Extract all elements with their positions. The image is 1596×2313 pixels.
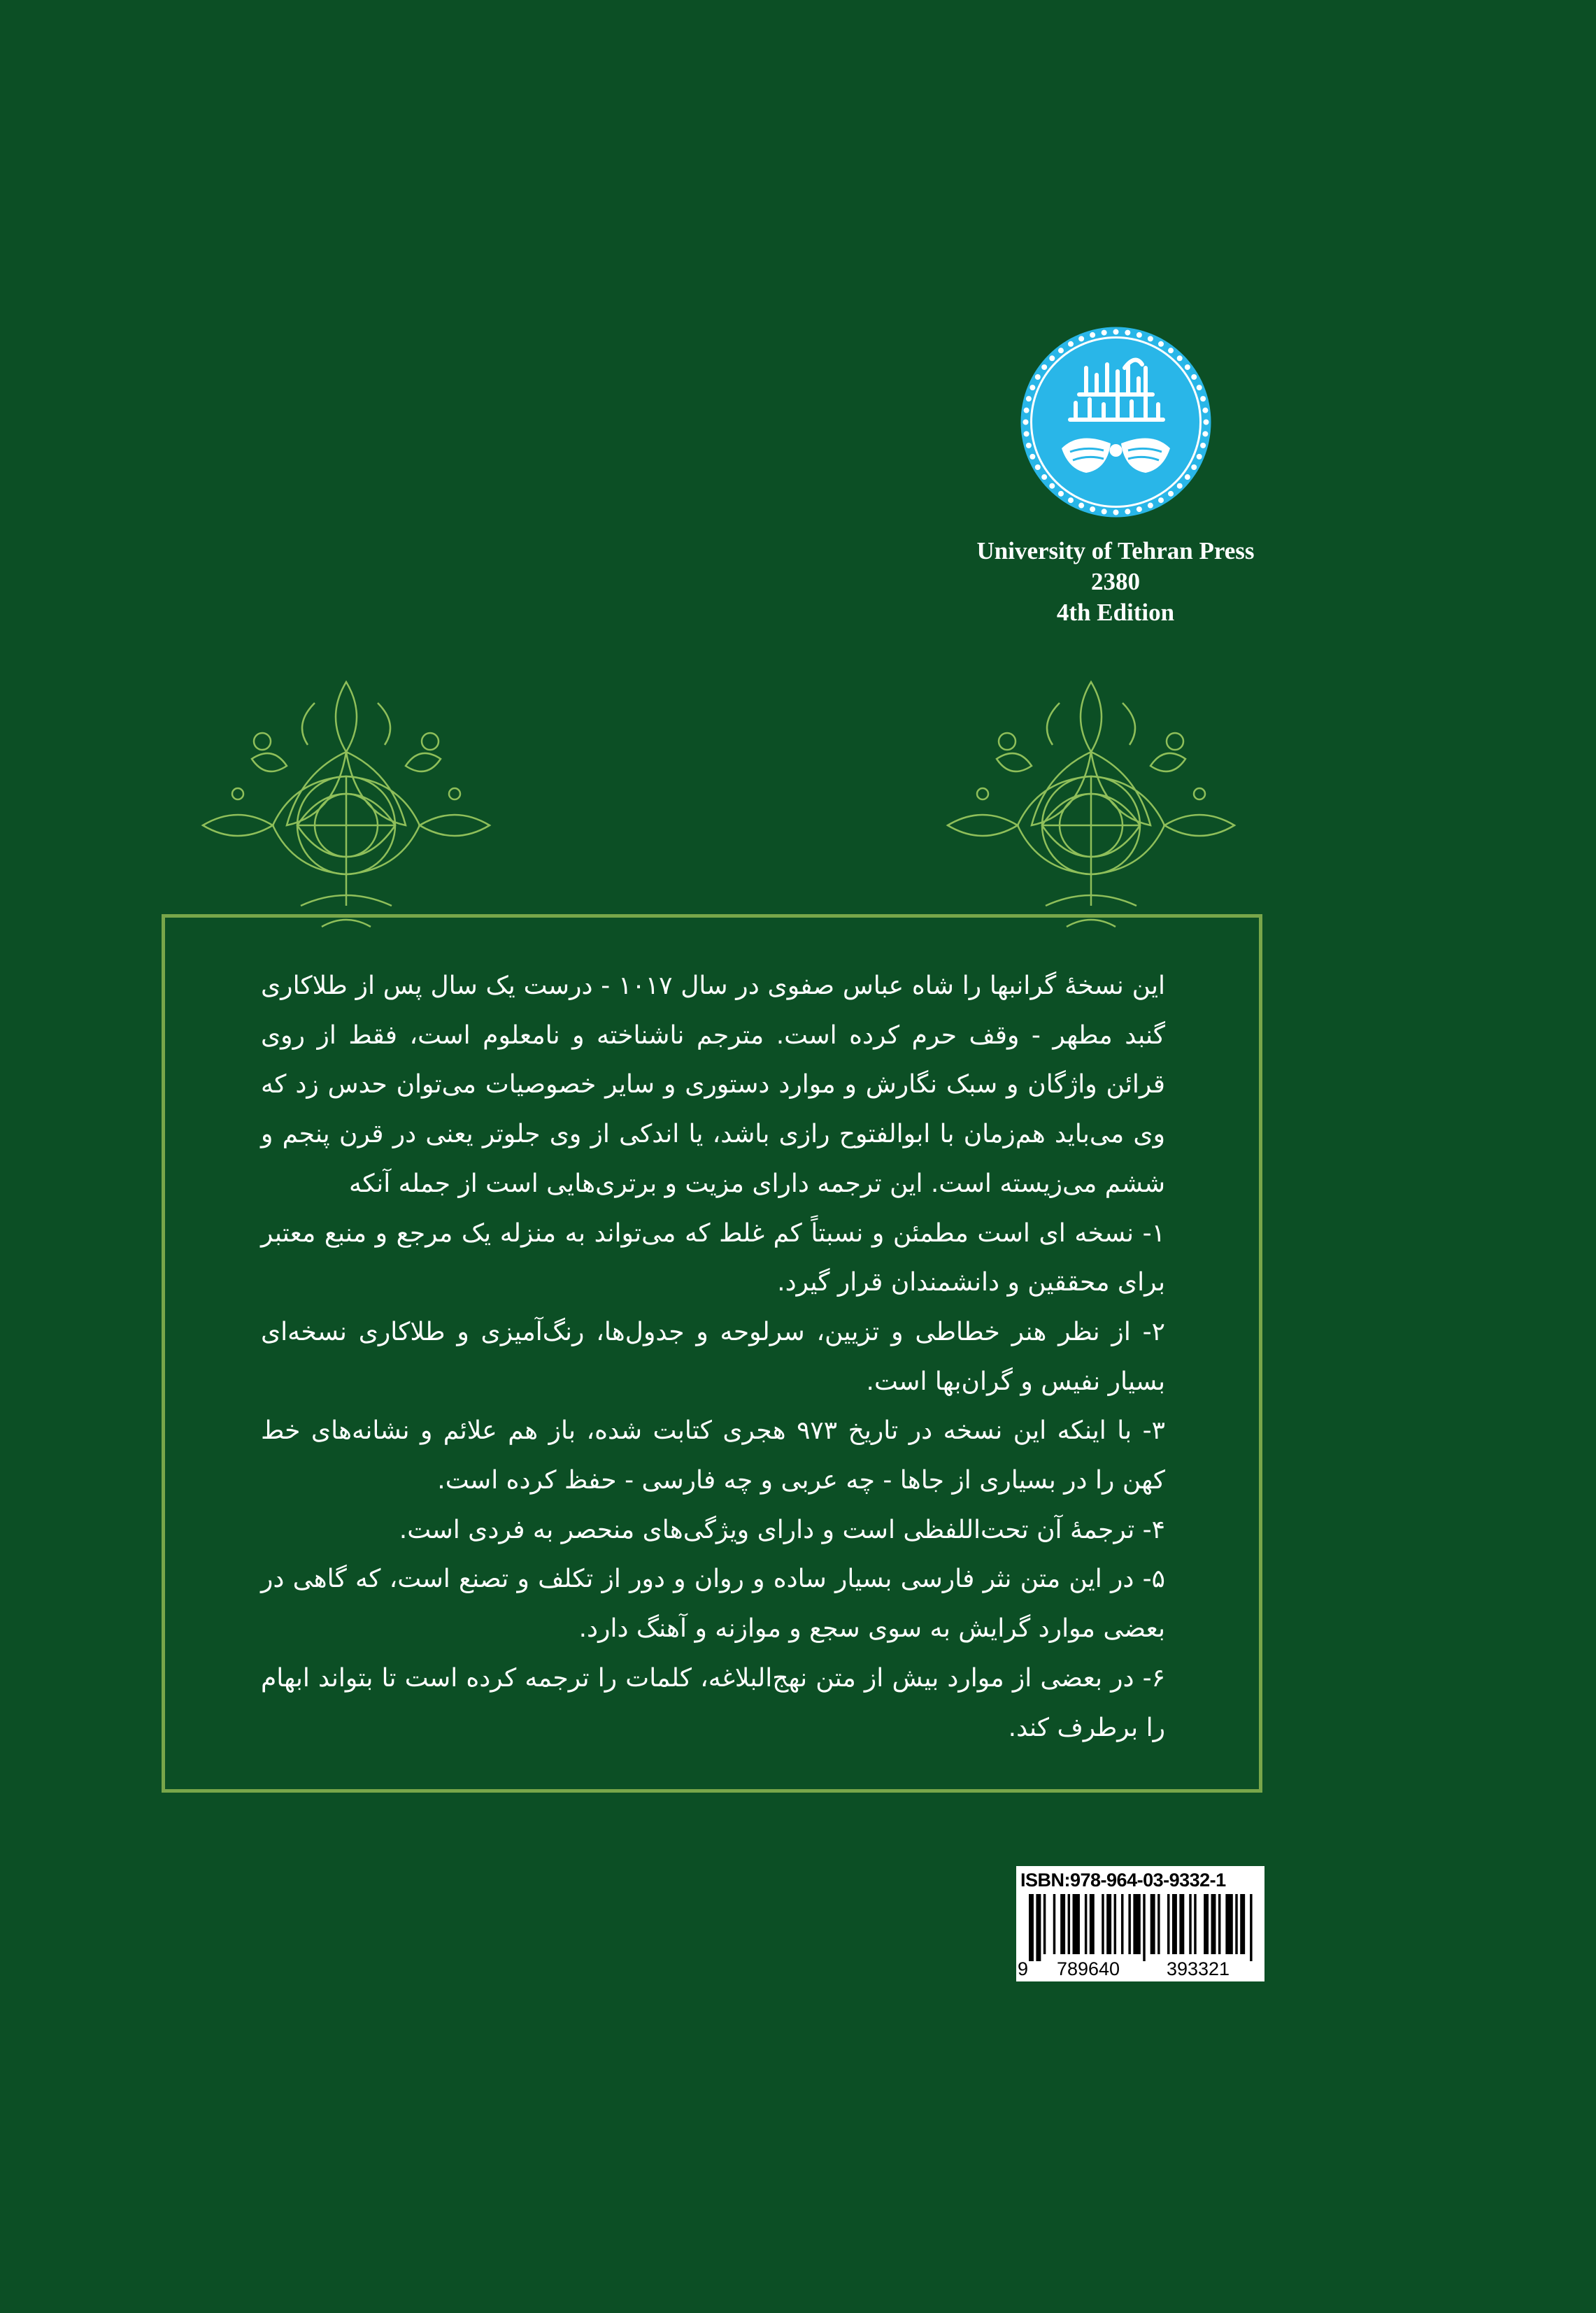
point-1: ۱- نسخه ای است مطمئن و نسبتاً کم غلط که می‌تواند به منزله یک مرجع و منبع معتبر برای محققین و دانشمندان قرار گیرد. — [261, 1218, 1165, 1297]
point-6: ۶- در بعضی از موارد بیش از متن نهج‌البلاغه، کلمات را ترجمه کرده است تا بتواند ابهام را برطرف کند. — [261, 1663, 1165, 1742]
barcode-icon — [1029, 1894, 1260, 1961]
publisher-name: University of Tehran Press — [976, 537, 1255, 564]
barcode-bars — [1029, 1894, 1260, 1961]
barcode-digit-group-1: 789640 — [1056, 1958, 1120, 1979]
barcode-digit-group-2: 393321 — [1166, 1958, 1230, 1979]
isbn-barcode — [1016, 1866, 1264, 1981]
intro-paragraph: این نسخهٔ گرانبها را شاه عباس صفوی در سال ۱۰۱۷ - درست یک سال پس از طلاکاری گنبد مطهر - وقف حرم کرده است. مترجم ناشناخته و نامعلوم است، فقط از روی قرائن واژگان و سبک نگارش و موارد دستوری و سایر خصوصیات می‌توان حدس زد که وی می‌باید هم‌زمان با ابوالفتوح رازی باشد، یا اندکی از وی جلوتر یعنی در قرن پنجم و ششم می‌زیسته است. این ترجمه دارای مزیت و برتری‌هایی است از جمله آنکه — [261, 972, 1165, 1198]
university-logo — [1020, 326, 1212, 518]
point-3: ۳- با اینکه این نسخه در تاریخ ۹۷۳ هجری کتابت شده، باز هم علائم و نشانه‌های خط کهن را در بسیاری از جاها - چه عربی و چه فارسی - حفظ کرده است. — [261, 1416, 1166, 1495]
point-5: ۵- در این متن نثر فارسی بسیار ساده و روان و دور از تکلف و تصنع است، که گاهی در بعضی موارد گرایش به سوی سجع و موازنه و آهنگ دارد. — [261, 1565, 1165, 1644]
point-4: ۴- ترجمهٔ آن تحت‌اللفظی است و دارای ویژگی‌های منحصر به فردی است. — [399, 1515, 1165, 1544]
university-of-tehran-seal-icon — [1020, 326, 1212, 518]
isbn-number: ISBN:978-964-03-9332-1 — [1020, 1870, 1226, 1891]
point-2: ۲- از نظر هنر خطاطی و تزیین، سرلوحه و جدول‌ها، رنگ‌آمیزی و طلاکاری نسخه‌ای بسیار نفیس و گران‌بها است. — [261, 1317, 1165, 1396]
publication-number: 2380 — [1091, 568, 1140, 595]
publisher-info — [909, 536, 1322, 628]
barcode-lead-digit: 9 — [1018, 1958, 1029, 1979]
edition-label: 4th Edition — [1056, 599, 1175, 626]
description-text — [261, 962, 1165, 1753]
